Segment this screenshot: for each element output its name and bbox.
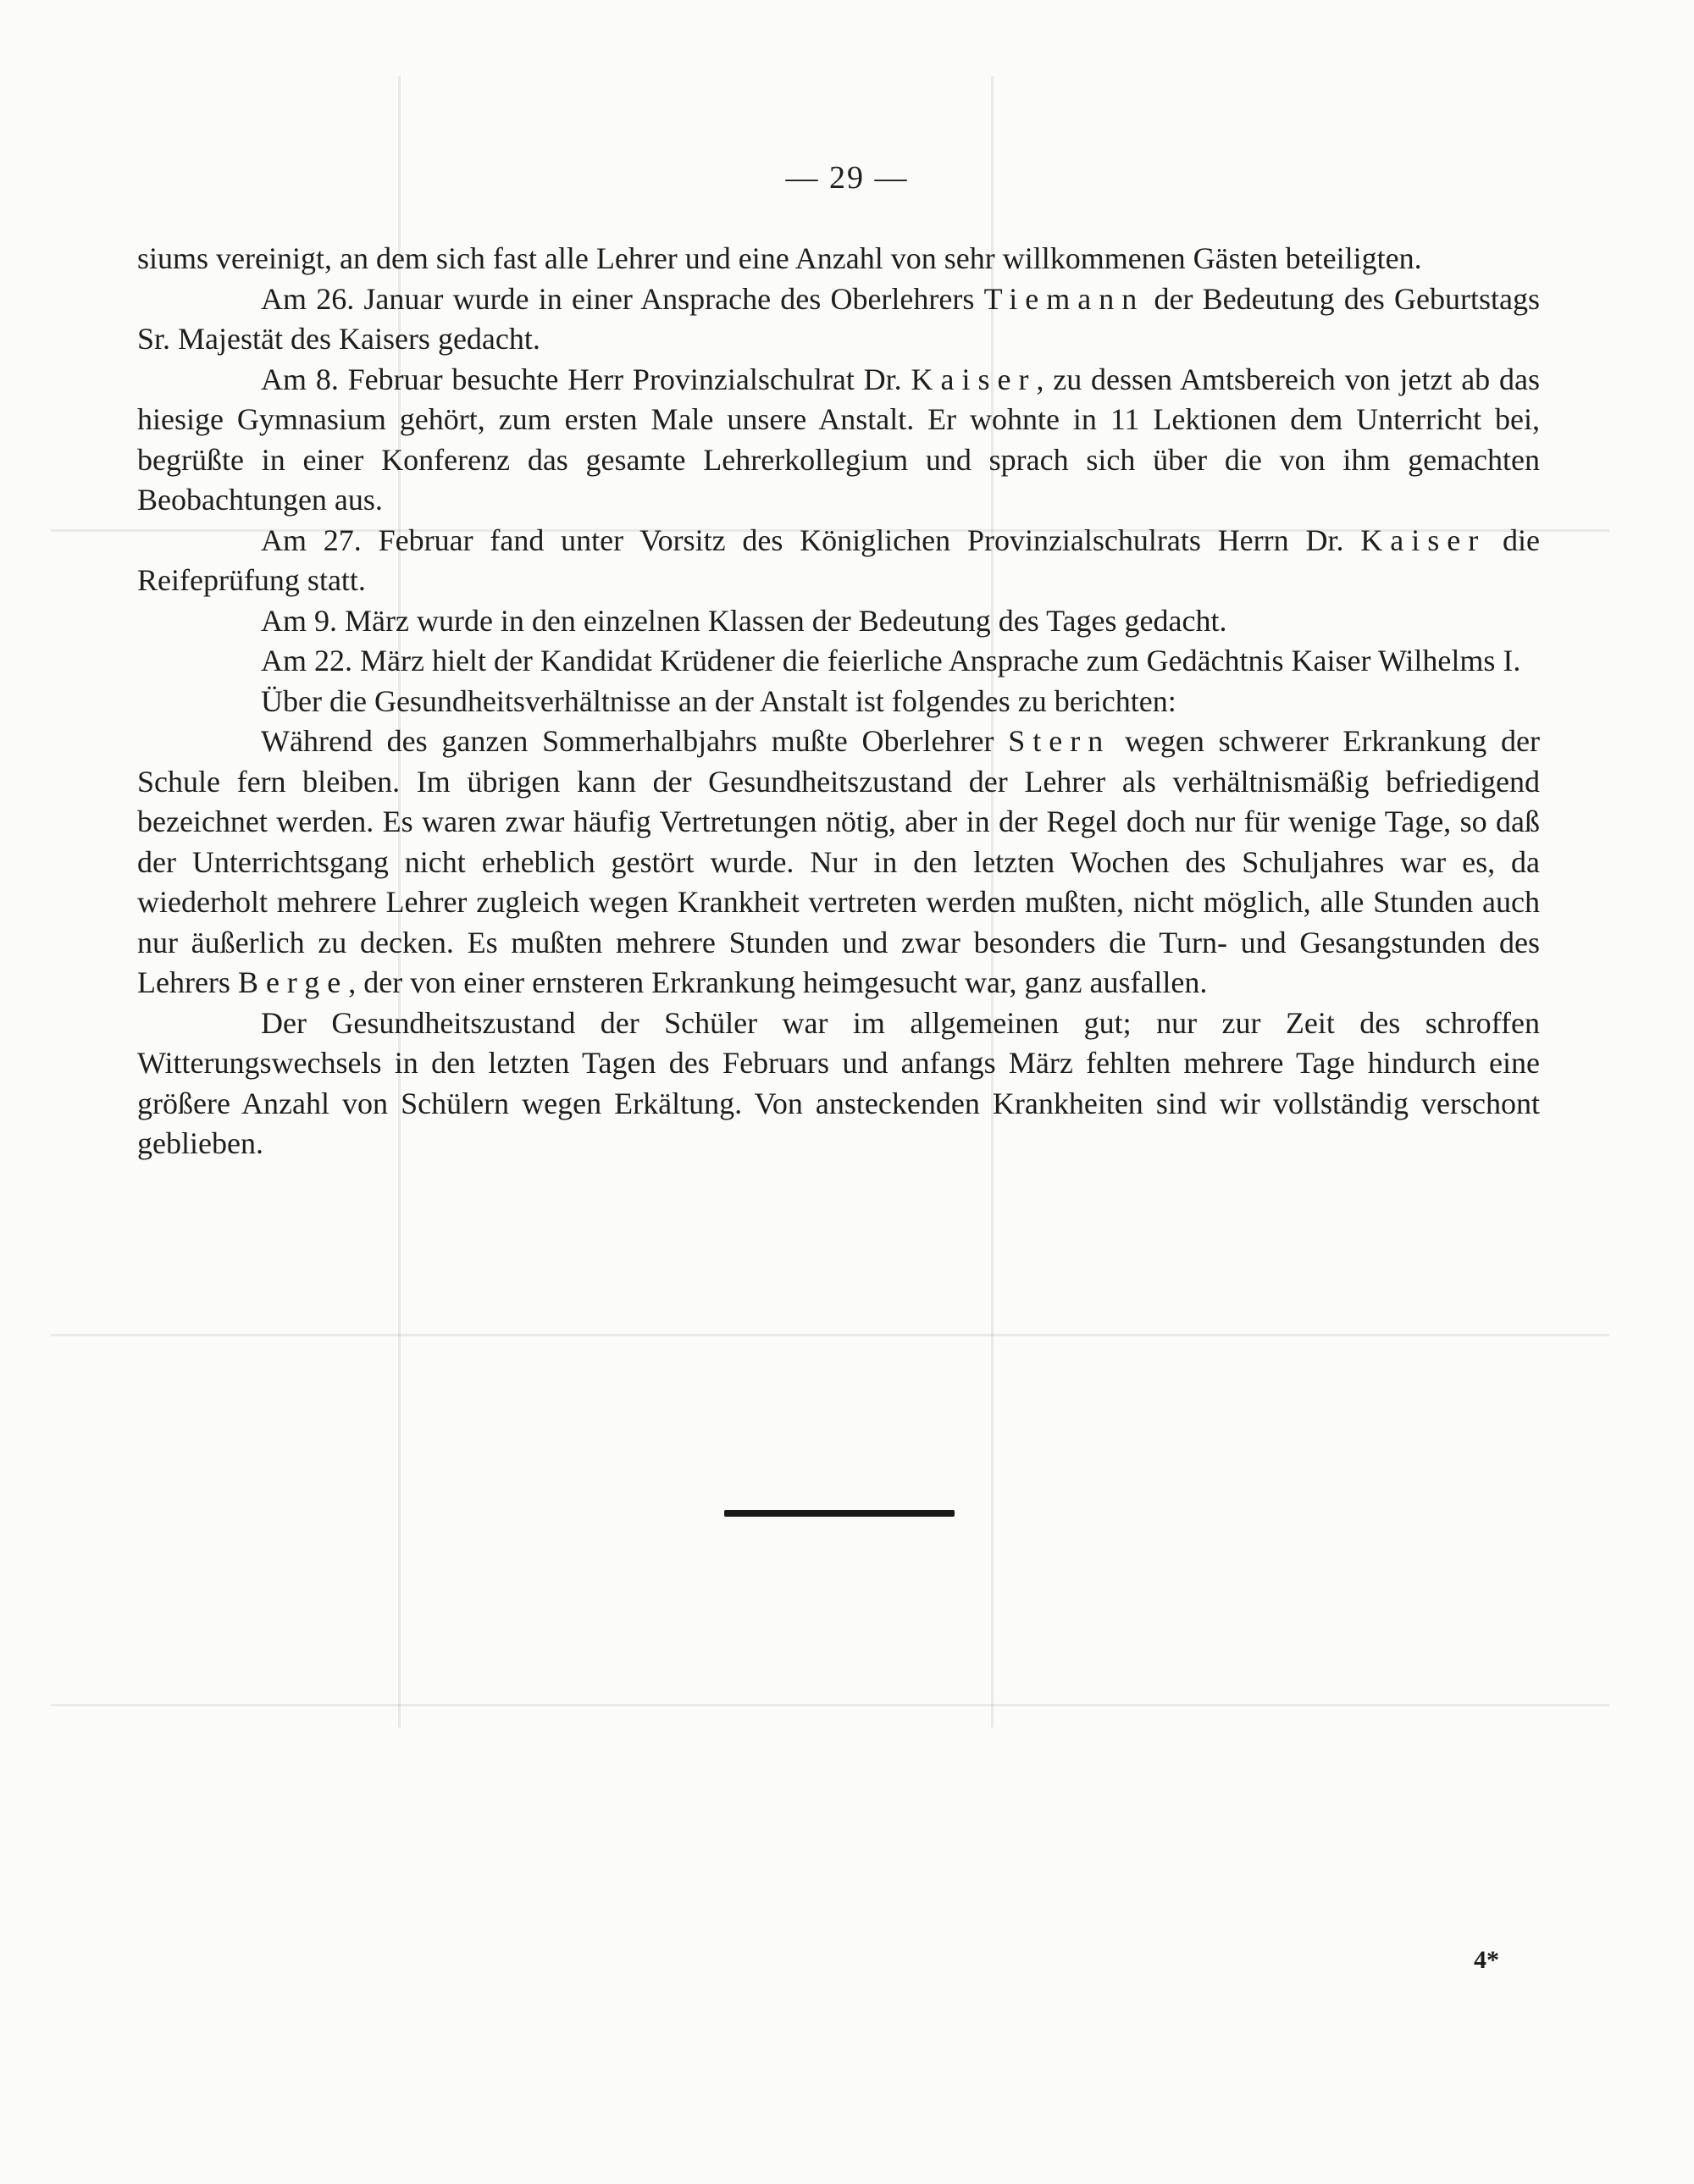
page-number: — 29 — <box>785 160 909 196</box>
name-kaiser: Kaiser <box>1360 523 1486 557</box>
name-kaiser: Kaiser <box>911 362 1037 396</box>
paragraph-gesundheit-intro: Über die Gesundheitsverhältnisse an der Anstalt ist folgendes zu berichten: <box>261 683 1176 718</box>
paragraph-continuation: siums vereinigt, an dem sich fast alle Lehrer und eine Anzahl von sehr willkommenen Gästen beteiligten. <box>137 241 1422 275</box>
bleed-through-rule-mid <box>51 1334 1609 1336</box>
name-stern: Stern <box>1008 724 1111 758</box>
signature-mark: 4* <box>1474 1946 1499 1974</box>
paragraph-22-maerz: Am 22. März hielt der Kandidat Krüdener die feierliche Ansprache zum Gedächtnis Kaiser Wilhelms I. <box>261 644 1521 677</box>
paragraph-schulrat-besuch: Am 8. Februar besuchte Herr Provinzialschulrat Dr. Kaiser, zu dessen Amtsbereich von jetzt ab das hiesige Gymnasium gehört, zum ersten Male unsere Anstalt. Er wohnte in 11 Lektionen dem Unterricht bei, begrüßte in einer Konferenz das gesamte Lehrerkollegium und sprach sich über die von ihm gemachten Beobachtungen aus. <box>137 362 1540 517</box>
name-berge: Berge <box>237 965 349 999</box>
body-text <box>137 239 1540 1164</box>
paragraph-9-maerz: Am 9. März wurde in den einzelnen Klassen der Bedeutung des Tages gedacht. <box>261 603 1227 638</box>
name-tiemann: Tiemann <box>983 281 1145 316</box>
section-divider <box>724 1510 955 1517</box>
paragraph-lehrer-gesundheit: Während des ganzen Sommerhalbjahrs mußte Oberlehrer Stern wegen schwerer Erkrankung der Schule fern bleiben. Im übrigen kann der Gesundheitszustand der Lehrer als verhältnismäßig befriedigend bezeichnet werden. Es waren zwar häufig Vertretungen nötig, aber in der Regel doch nur für wenige Tage, so daß der Unterrichtsgang nicht erheblich gestört wurde. Nur in den letzten Wochen des Schuljahres war es, da wiederholt mehrere Lehrer zugleich wegen Krankheit vertreten werden mußten, nicht möglich, alle Stunden auch nur äußerlich zu decken. Es mußten mehrere Stunden und zwar besonders die Turn- und Gesangstunden des Lehrers Berge, der von einer ernsteren Erkrankung heimgesucht war, ganz ausfallen. <box>137 724 1540 999</box>
paragraph-kaisers-geburtstag: Am 26. Januar wurde in einer Ansprache des Oberlehrers Tiemann der Bedeutung des Geburtstags Sr. Majestät des Kaisers gedacht. <box>137 281 1540 356</box>
paragraph-schueler-gesundheit: Der Gesundheitszustand der Schüler war im allgemeinen gut; nur zur Zeit des schroffen Witterungswechsels in den letzten Tagen des Februars und anfangs März fehlten mehrere Tage hindurch eine größere Anzahl von Schülern wegen Erkältung. Von ansteckenden Krankheiten sind wir vollständig verschont geblieben. <box>137 1005 1540 1160</box>
bleed-through-rule-lower <box>51 1704 1609 1706</box>
paragraph-reifepruefung: Am 27. Februar fand unter Vorsitz des Königlichen Provinzialschulrats Herrn Dr. Kaiser die Reifeprüfung statt. <box>137 523 1541 597</box>
